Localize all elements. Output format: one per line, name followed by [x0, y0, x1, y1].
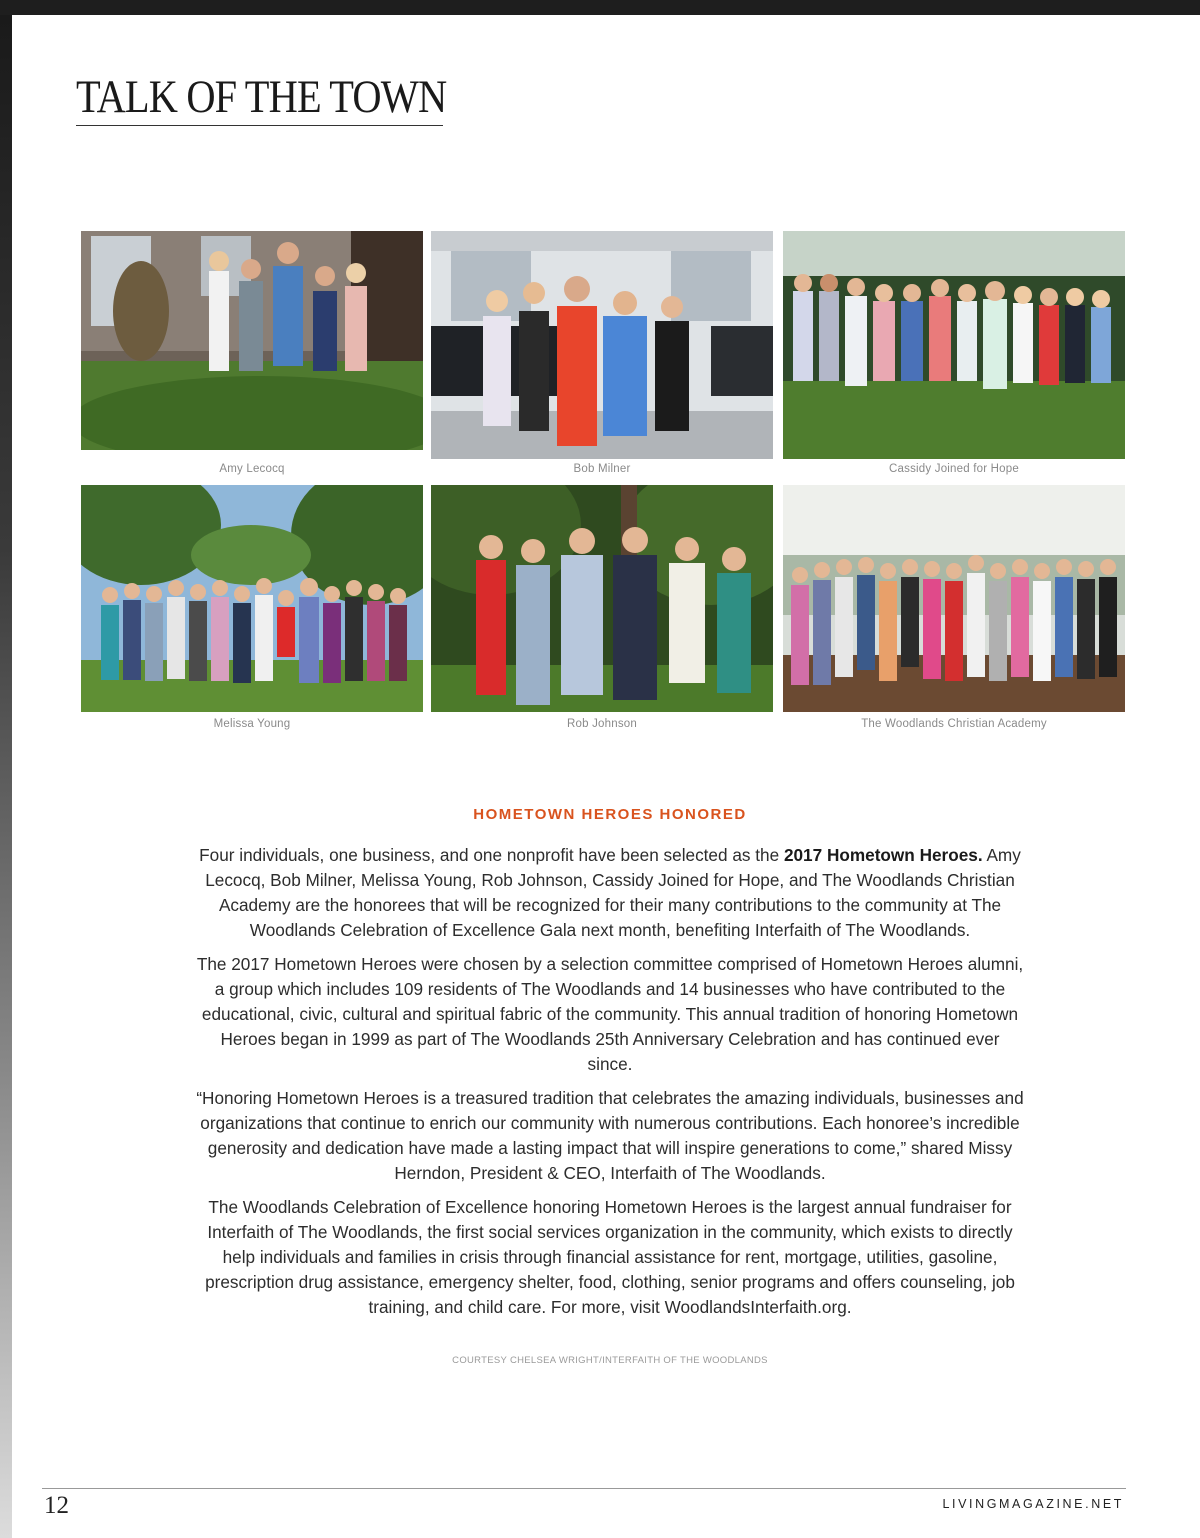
- article-paragraph: [196, 843, 1024, 943]
- photo-caption: The Woodlands Christian Academy: [861, 718, 1047, 730]
- paragraph-text: Amy Lecocq, Bob Milner, Melissa Young, Rob Johnson, Cassidy Joined for Hope, and The Woodlands Christian Academy are the honorees that will be recognized for their many contributions to the community at The Woodlands Celebration of Excellence Gala next month, benefiting Interfaith of The Woodlands.: [205, 845, 1021, 940]
- page-edge-shadow: [0, 15, 12, 1538]
- article-body: [196, 843, 1024, 1329]
- article-paragraph: The 2017 Hometown Heroes were chosen by a selection committee comprised of Hometown Heroes alumni, a group which includes 109 residents of The Woodlands and 14 businesses who have contributed to the educational, civic, cultural and spiritual fabric of the community. This annual tradition of honoring Hometown Heroes began in 1999 as part of The Woodlands 25th Anniversary Celebration and has continued ever since.: [196, 954, 1024, 1074]
- photo-bob-milner: [431, 231, 773, 459]
- article-paragraph: The Woodlands Celebration of Excellence honoring Hometown Heroes is the largest annual fundraiser for Interfaith of The Woodlands, the first social services organization in the community, which exists to directly help individuals and families in crisis through financial assistance for rent, mortgage, utilities, gasoline, prescription drug assistance, emergency shelter, food, clothing, senior programs and offers counseling, job training, and child care. For more, visit WoodlandsInterfaith.org.: [205, 1197, 1015, 1317]
- photo-amy-lecocq: [81, 231, 423, 450]
- site-url: LIVINGMAGAZINE.NET: [942, 1497, 1124, 1511]
- photo-caption: Melissa Young: [213, 718, 291, 730]
- photo-rob-johnson: [431, 485, 773, 712]
- title-underline: [76, 125, 443, 126]
- photo-caption: Amy Lecocq: [219, 463, 285, 475]
- emphasis-text: 2017 Hometown Heroes.: [783, 845, 983, 865]
- footer-divider: [42, 1488, 1126, 1489]
- paragraph-text: Four individuals, one business, and one nonprofit have been selected as the: [199, 845, 784, 865]
- photo-woodlands-christian-academy: [783, 485, 1125, 712]
- photo-melissa-young: [81, 485, 423, 712]
- photo-caption: Rob Johnson: [567, 718, 637, 730]
- photo-caption: Cassidy Joined for Hope: [889, 463, 1019, 475]
- photo-caption: Bob Milner: [573, 463, 631, 475]
- photo-cassidy-joined-for-hope: [783, 231, 1125, 459]
- article-paragraph: “Honoring Hometown Heroes is a treasured tradition that celebrates the amazing individuals, businesses and organizations that continue to enrich our community with numerous contributions. Each honoree’s incredible generosity and dedication have made a lasting impact that will inspire generations to come,” shared Missy Herndon, President & CEO, Interfaith of The Woodlands.: [196, 1088, 1024, 1183]
- section-title: TALK OF THE TOWN: [76, 71, 447, 123]
- photo-credit: COURTESY CHELSEA WRIGHT/INTERFAITH OF THE WOODLANDS: [452, 1355, 768, 1366]
- top-border: [0, 0, 1200, 15]
- page-number: 12: [44, 1492, 69, 1519]
- article-heading: HOMETOWN HEROES HONORED: [473, 806, 747, 823]
